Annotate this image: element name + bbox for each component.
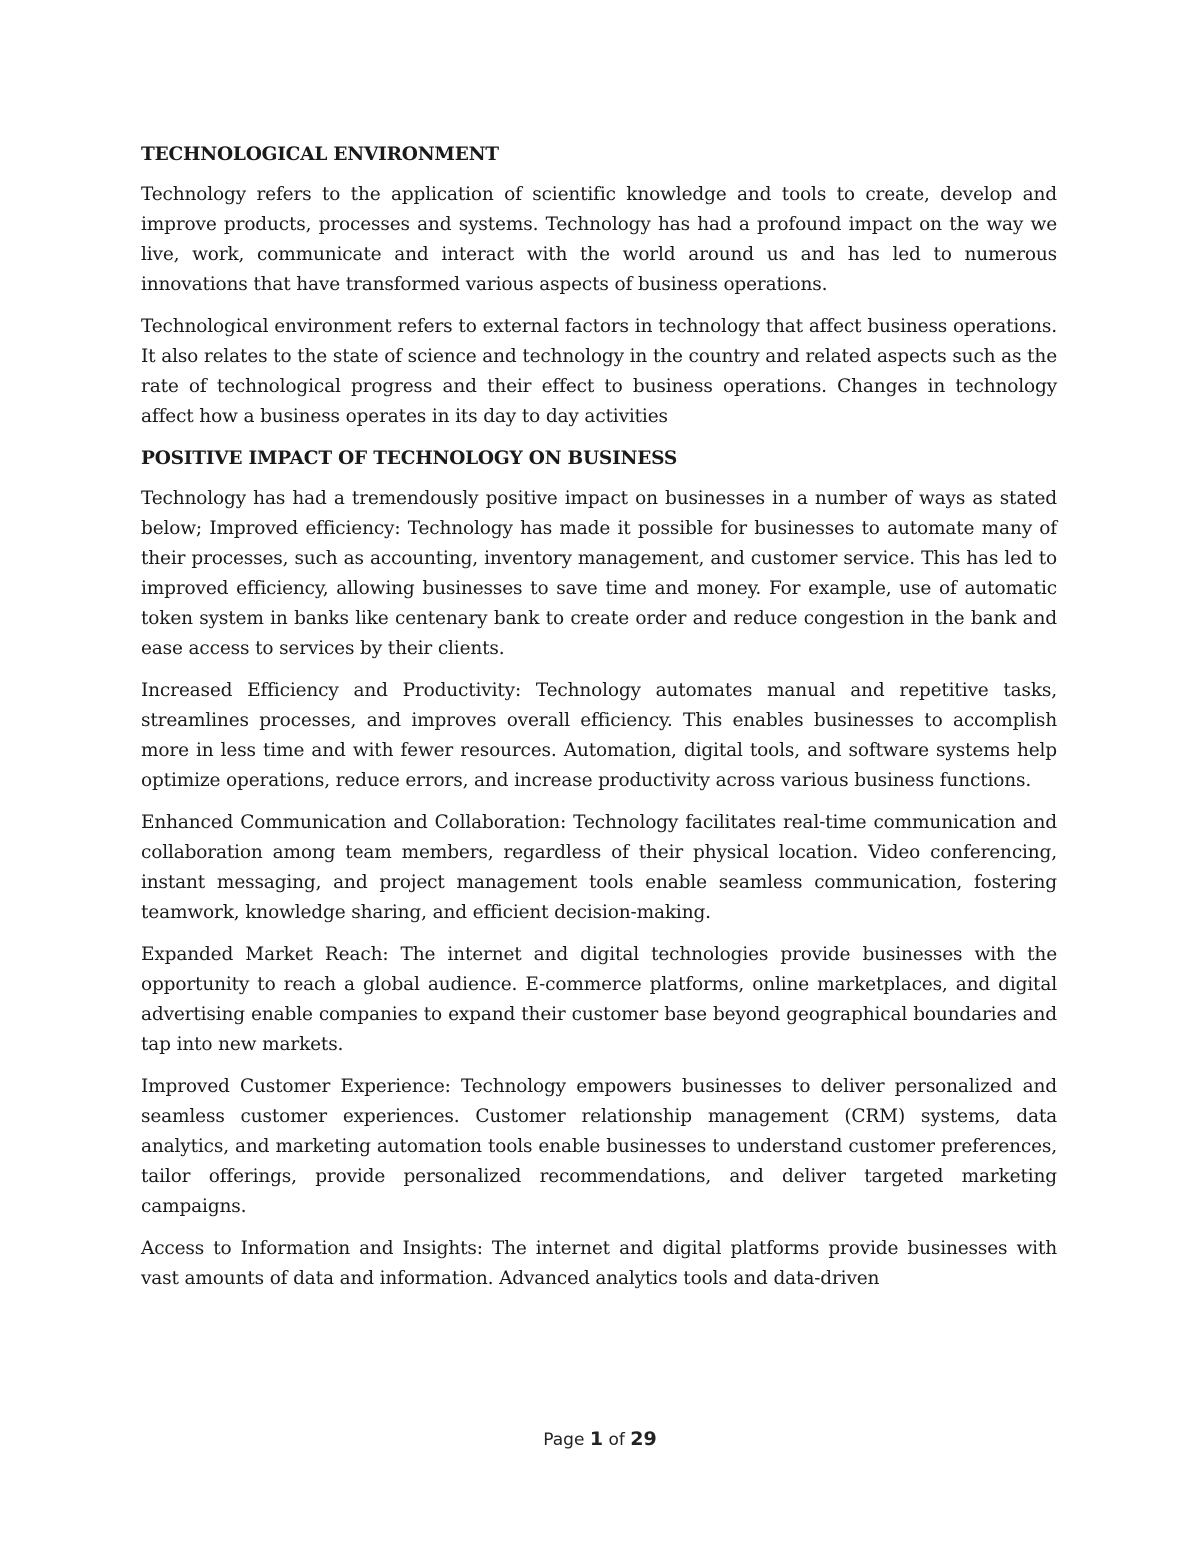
paragraph-improved-efficiency: Technology has had a tremendously positive impact on businesses in a number of ways as stated below; Improved efficiency: Technology has made it possible for businesses to automate many of their processes, such as accounting, inventory management, and customer service. This has led to improved efficiency, allowing businesses to save time and money. For example, use of automatic token system in banks like centenary bank to create order and reduce congestion in the bank and ease access to services by their clients. xyxy=(141,488,1057,659)
paragraph-communication-collaboration: Enhanced Communication and Collaboration: Technology facilitates real-time communication and collaboration among team members, regardless of their physical location. Video conferencing, instant messaging, and project management tools enable seamless communication, fostering teamwork, knowledge sharing, and efficient decision-making. xyxy=(141,812,1057,923)
page-number: 1 xyxy=(589,1428,604,1450)
paragraph-information-insights: Access to Information and Insights: The internet and digital platforms provide businesses with vast amounts of data and information. Advanced analytics tools and data-driven xyxy=(141,1238,1057,1289)
total-pages: 29 xyxy=(630,1428,657,1450)
section-heading-technological-environment: TECHNOLOGICAL ENVIRONMENT xyxy=(141,144,499,165)
document-page xyxy=(141,140,1057,1306)
paragraph-market-reach: Expanded Market Reach: The internet and digital technologies provide businesses with the opportunity to reach a global audience. E-commerce platforms, online marketplaces, and digital advertising enable companies to expand their customer base beyond geographical boundaries and tap into new markets. xyxy=(141,944,1057,1055)
paragraph-technological-environment: Technological environment refers to external factors in technology that affect business operations. It also relates to the state of science and technology in the country and related aspects such as the rate of technological progress and their effect to business operations. Changes in technology affect how a business operates in its day to day activities xyxy=(141,316,1057,427)
section-heading-positive-impact: POSITIVE IMPACT OF TECHNOLOGY ON BUSINESS xyxy=(141,448,678,469)
paragraph-efficiency-productivity: Increased Efficiency and Productivity: Technology automates manual and repetitive tasks, streamlines processes, and improves overall efficiency. This enables businesses to accomplish more in less time and with fewer resources. Automation, digital tools, and software systems help optimize operations, reduce errors, and increase productivity across various business functions. xyxy=(141,680,1057,791)
paragraph-technology-definition: Technology refers to the application of scientific knowledge and tools to create, develop and improve products, processes and systems. Technology has had a profound impact on the way we live, work, communicate and interact with the world around us and has led to numerous innovations that have transformed various aspects of business operations. xyxy=(141,184,1057,295)
of-label: of xyxy=(608,1430,625,1450)
page-footer xyxy=(0,1428,1200,1450)
paragraph-customer-experience: Improved Customer Experience: Technology empowers businesses to deliver personalized and seamless customer experiences. Customer relationship management (CRM) systems, data analytics, and marketing automation tools enable businesses to understand customer preferences, tailor offerings, provide personalized recommendations, and deliver targeted marketing campaigns. xyxy=(141,1076,1057,1217)
page-label: Page xyxy=(543,1430,585,1450)
